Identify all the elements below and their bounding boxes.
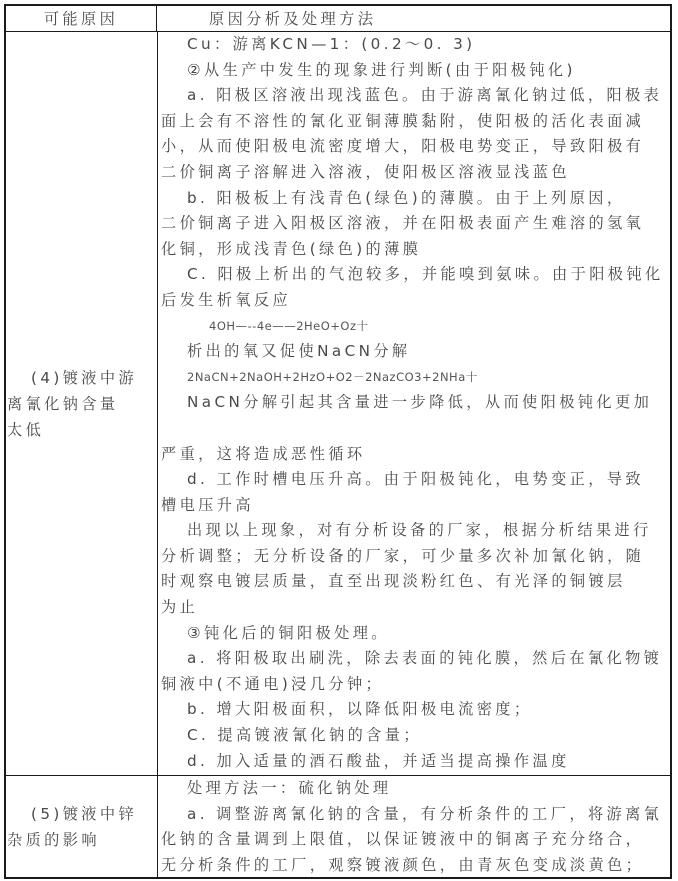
text-line: d. 工作时槽电压升高。由于阳极钝化，电势变正，导致 bbox=[187, 470, 645, 489]
text-line: 铜液中(不通电)浸几分钟； bbox=[161, 674, 385, 693]
text-line: 杂质的影响 bbox=[7, 830, 100, 849]
text-line: d. 加入适量的酒石酸盐，并适当提高操作温度 bbox=[187, 751, 570, 770]
text-line: 二价铜离子进入阳极区溶液，并在阳极表面产生难溶的氢氧 bbox=[161, 214, 645, 233]
troubleshooting-table bbox=[4, 4, 672, 879]
text-line: ③钝化后的铜阳极处理。 bbox=[187, 623, 390, 642]
table-row-cause-5 bbox=[6, 776, 670, 877]
analysis-cell-low-free-cyanide bbox=[158, 32, 670, 775]
text-line: 析出的氧又促使NaCN分解 bbox=[187, 342, 411, 361]
table-row-cause-4 bbox=[6, 32, 670, 776]
text-line: 小，从而使阳极电流密度增大，阳极电势变正，导致阳极有 bbox=[161, 137, 645, 156]
text-line: 面上会有不溶性的氰化亚铜薄膜黏附，使阳极的活化表面减 bbox=[161, 111, 645, 130]
text-line: (4)镀液中游 bbox=[31, 368, 138, 387]
text-line: ②从生产中发生的现象进行判断(由于阳极钝化) bbox=[187, 60, 576, 79]
text-line: 无分析条件的工厂，观察镀液颜色，由青灰色变成淡黄色； bbox=[161, 855, 645, 874]
text-line bbox=[161, 416, 664, 442]
text-line: C. 提高镀液氰化钠的含量； bbox=[187, 726, 422, 745]
text-line: 时观察电镀层质量，直至出现淡粉红色、有光泽的铜镀层 bbox=[161, 572, 626, 591]
text-line: 分析调整；无分析设备的厂家，可少量多次补加氰化钠，随 bbox=[161, 546, 645, 565]
text-line: b. 阳极板上有浅青色(绿色)的薄膜。由于上列原因， bbox=[187, 188, 626, 207]
text-line: 二价铜离子溶解进入溶液，使阳极区溶液显浅蓝色 bbox=[161, 162, 570, 181]
text-line: 化铜，形成浅青色(绿色)的薄膜 bbox=[161, 239, 422, 258]
table-header-row bbox=[6, 6, 670, 32]
text-line: 2NaCN+2NaOH+2HzO+O2－2NazCO3+2NHa十 bbox=[187, 369, 478, 384]
text-line: a. 将阳极取出刷洗，除去表面的钝化膜，然后在氰化物镀 bbox=[187, 649, 663, 668]
text-line: 离氰化钠含量 bbox=[7, 394, 119, 413]
text-line: 严重，这将造成恶性循环 bbox=[161, 444, 366, 463]
text-line: 处理方法一：硫化钠处理 bbox=[187, 779, 392, 797]
text-line: b. 增大阳极面积，以降低阳极电流密度； bbox=[187, 700, 533, 719]
text-line: a. 调整游离氰化钠的含量，有分析条件的工厂，将游离氰 bbox=[187, 804, 663, 823]
text-line: Cu：游离KCN—1：(0.2～0. 3) bbox=[187, 35, 476, 53]
column-header-analysis-treatment: 原因分析及处理方法 bbox=[209, 10, 377, 28]
text-line: NaCN分解引起其含量进一步降低，从而使阳极钝化更加 bbox=[187, 393, 653, 412]
text-line: 4OH—--4e——2HeO+Oz十 bbox=[209, 318, 369, 333]
text-line: a. 阳极区溶液出现浅蓝色。由于游离氰化钠过低，阳极表 bbox=[187, 86, 663, 105]
column-header-possible-cause: 可能原因 bbox=[6, 6, 157, 31]
text-line: 为止 bbox=[161, 598, 199, 617]
cause-cell-low-free-cyanide bbox=[6, 32, 158, 775]
cause-cell-zinc-impurity bbox=[6, 776, 158, 877]
text-line: 出现以上现象，对有分析设备的厂家，根据分析结果进行 bbox=[187, 521, 652, 540]
text-line: 后发生析氧反应 bbox=[161, 290, 292, 309]
text-line: 槽电压升高 bbox=[161, 495, 254, 514]
text-line: (5)镀液中锌 bbox=[31, 804, 138, 823]
text-line: 太低 bbox=[7, 420, 45, 439]
analysis-cell-zinc-impurity bbox=[158, 776, 670, 877]
text-line: C. 阳极上析出的气泡较多，并能嗅到氨味。由于阳极钝化 bbox=[187, 265, 664, 284]
text-line: 化钠的含量调到上限值，以保证镀液中的铜离子充分络合， bbox=[161, 830, 645, 849]
